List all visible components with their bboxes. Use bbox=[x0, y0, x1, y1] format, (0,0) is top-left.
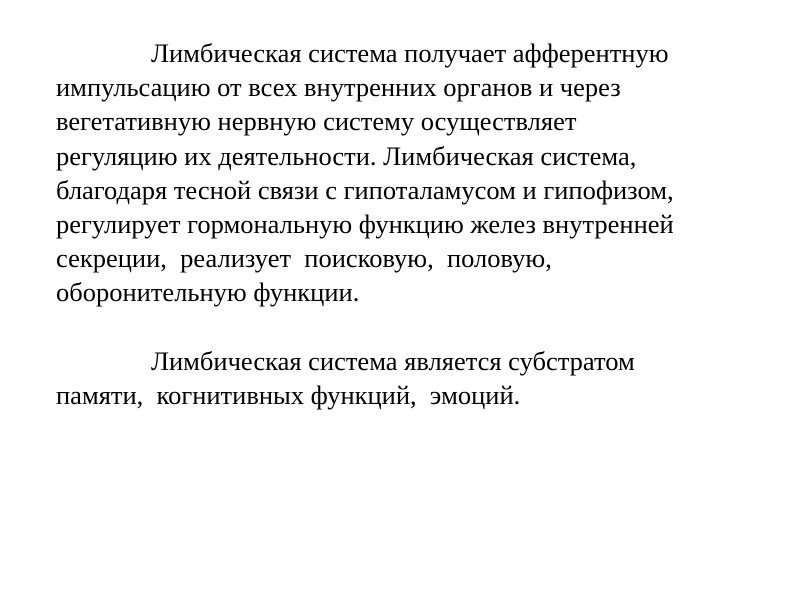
paragraph-2 bbox=[56, 344, 786, 412]
paragraph-line: оборонительную функции. bbox=[56, 277, 360, 308]
paragraph-1 bbox=[56, 36, 786, 310]
slide-text bbox=[56, 36, 786, 412]
paragraph-line: Лимбическая система является субстратом bbox=[151, 345, 635, 376]
paragraph-line: регулирует гормональную функцию желез внутренней bbox=[56, 208, 674, 239]
paragraph-line: памяти, когнитивных функций, эмоций. bbox=[56, 379, 521, 410]
paragraph-line: Лимбическая система получает афферентную bbox=[151, 38, 669, 68]
paragraph-line: импульсацию от всех внутренних органов и через bbox=[56, 72, 621, 103]
paragraph-spacer bbox=[56, 310, 786, 344]
paragraph-line: секреции, реализует поисковую, половую, bbox=[56, 243, 552, 274]
paragraph-line: вегетативную нервную систему осуществляет bbox=[56, 106, 577, 137]
paragraph-line: регуляцию их деятельности. Лимбическая система, bbox=[56, 140, 637, 171]
paragraph-line: благодаря тесной связи с гипоталамусом и гипофизом, bbox=[56, 174, 674, 205]
